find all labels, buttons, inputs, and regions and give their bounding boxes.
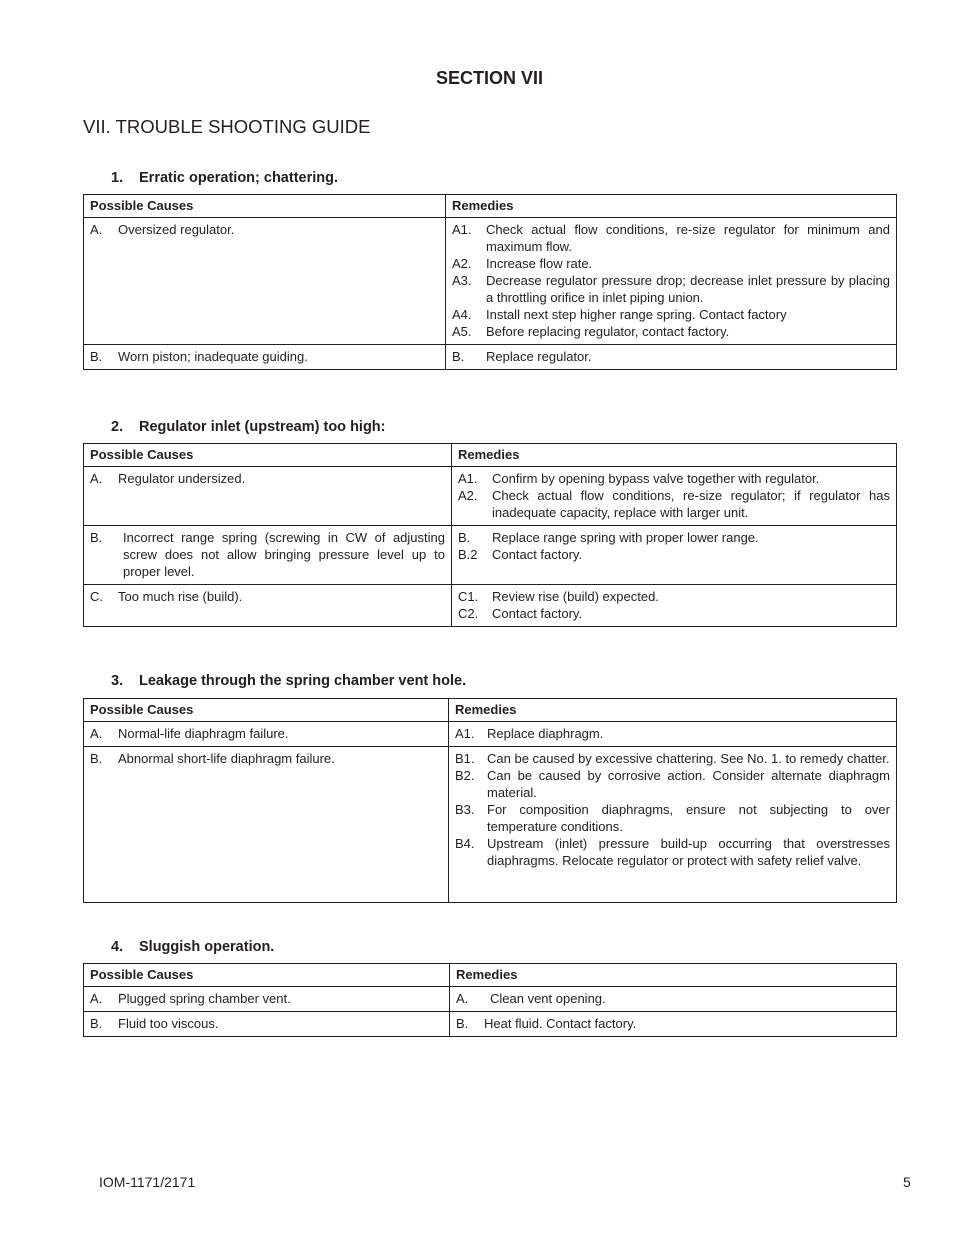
cause-label: B. [90, 349, 103, 364]
remedy-text: Heat fluid. Contact factory. [484, 1016, 637, 1031]
remedy-item [455, 767, 890, 801]
cause-label: B. [90, 1016, 103, 1031]
remedy-item [455, 801, 890, 835]
cause-cell [84, 467, 452, 526]
remedy-item [455, 835, 890, 869]
remedy-item [458, 487, 890, 521]
remedy-text: Review rise (build) expected. [492, 589, 659, 604]
remedy-label: B.2 [458, 547, 478, 562]
table-row [84, 526, 897, 585]
remedy-label: A1. [455, 726, 475, 741]
section-title-text: Leakage through the spring chamber vent hole. [139, 673, 467, 689]
remedies-header: Remedies [450, 964, 897, 987]
troubleshooting-table-1 [83, 194, 897, 370]
cause-text: Fluid too viscous. [118, 1016, 219, 1031]
remedies-header: Remedies [449, 699, 897, 722]
remedies-header: Remedies [452, 444, 897, 467]
remedy-item [456, 1015, 890, 1032]
remedy-item [458, 546, 890, 563]
remedy-label: A5. [452, 324, 472, 339]
cause-cell [84, 218, 446, 345]
remedy-text: Check actual flow conditions, re-size regulator; if regulator has inadequate capacity, replace with larger unit. [492, 488, 890, 520]
section-3-title [111, 673, 466, 689]
remedy-text: Replace diaphragm. [487, 726, 604, 741]
table-row [84, 218, 897, 345]
cause-cell [84, 526, 452, 585]
section-number: 2. [111, 419, 124, 435]
remedy-label: B4. [455, 836, 475, 851]
cause-text: Regulator undersized. [118, 471, 246, 486]
remedy-item [452, 272, 890, 306]
remedy-label: A2. [452, 256, 472, 271]
cause-item [90, 348, 439, 365]
causes-header: Possible Causes [84, 964, 450, 987]
cause-label: A. [90, 991, 103, 1006]
section-title-text: Regulator inlet (upstream) too high: [139, 419, 386, 435]
table-row [84, 1012, 897, 1037]
causes-header: Possible Causes [84, 444, 452, 467]
cause-item [90, 990, 443, 1007]
remedy-item [456, 990, 890, 1007]
section-title-text: Sluggish operation. [139, 939, 275, 955]
remedy-text: Clean vent opening. [490, 991, 606, 1006]
remedy-text: Replace range spring with proper lower range. [492, 530, 759, 545]
section-2-title [111, 419, 386, 435]
page-number: 5 [903, 1174, 911, 1190]
cause-item [90, 221, 439, 238]
table-header-row [84, 444, 897, 467]
remedy-label: B3. [455, 802, 475, 817]
remedy-item [458, 529, 890, 546]
section-4-title [111, 939, 274, 955]
remedy-label: B. [458, 530, 471, 545]
remedy-text: Install next step higher range spring. Contact factory [486, 307, 787, 322]
remedy-cell [452, 467, 897, 526]
cause-label: A. [90, 726, 103, 741]
troubleshooting-table-2 [83, 443, 897, 627]
table-row [84, 467, 897, 526]
causes-header: Possible Causes [84, 699, 449, 722]
remedy-item [452, 306, 890, 323]
remedy-label: A3. [452, 273, 472, 288]
footer-document-number: IOM-1171/2171 [99, 1174, 196, 1190]
remedy-text: Increase flow rate. [486, 256, 593, 271]
remedy-text: Contact factory. [492, 547, 583, 562]
cause-cell [84, 747, 449, 903]
remedy-text: For composition diaphragms, ensure not subjecting to over temperature conditions. [487, 802, 890, 834]
troubleshooting-table-3 [83, 698, 897, 903]
section-1-title [111, 170, 338, 186]
remedy-label: A. [456, 991, 469, 1006]
table-row [84, 722, 897, 747]
troubleshooting-table-4 [83, 963, 897, 1037]
remedy-text: Can be caused by excessive chattering. See No. 1. to remedy chatter. [487, 751, 890, 766]
remedy-cell [450, 1012, 897, 1037]
remedies-header: Remedies [446, 195, 897, 218]
section-heading: SECTION VII [435, 68, 543, 88]
cause-item [90, 529, 445, 580]
remedy-item [452, 323, 890, 340]
remedy-label: B1. [455, 751, 475, 766]
cause-label: B. [90, 751, 103, 766]
cause-item [90, 725, 442, 742]
cause-cell [84, 585, 452, 627]
cause-label: B. [90, 530, 103, 545]
table-header-row [84, 964, 897, 987]
cause-label: A. [90, 471, 103, 486]
remedy-text: Decrease regulator pressure drop; decrease inlet pressure by placing a throttling orifice in inlet piping union. [486, 273, 890, 305]
remedy-item [455, 750, 890, 767]
remedy-label: A1. [458, 471, 478, 486]
cause-text: Oversized regulator. [118, 222, 235, 237]
remedy-text: Check actual flow conditions, re-size regulator for minimum and maximum flow. [486, 222, 890, 254]
table-row [84, 345, 897, 370]
cause-item [90, 750, 442, 767]
remedy-text: Can be caused by corrosive action. Consider alternate diaphragm material. [487, 768, 890, 800]
causes-header: Possible Causes [84, 195, 446, 218]
cause-text: Abnormal short-life diaphragm failure. [118, 751, 335, 766]
cause-item [90, 588, 445, 605]
remedy-cell [449, 747, 897, 903]
cause-text: Worn piston; inadequate guiding. [118, 349, 308, 364]
remedy-cell [452, 526, 897, 585]
remedy-item [452, 348, 890, 365]
remedy-label: A2. [458, 488, 478, 503]
remedy-item [452, 255, 890, 272]
remedy-text: Replace regulator. [486, 349, 592, 364]
cause-cell [84, 1012, 450, 1037]
remedy-cell [449, 722, 897, 747]
table-header-row [84, 699, 897, 722]
cause-item [90, 1015, 443, 1032]
remedy-item [458, 470, 890, 487]
remedy-text: Before replacing regulator, contact factory. [486, 324, 730, 339]
remedy-text: Upstream (inlet) pressure build-up occurring that overstresses diaphragms. Relocate regulator or protect with safety relief valve. [487, 836, 890, 868]
cause-text: Normal-life diaphragm failure. [118, 726, 289, 741]
remedy-label: B. [452, 349, 465, 364]
remedy-label: B2. [455, 768, 475, 783]
cause-cell [84, 722, 449, 747]
remedy-item [458, 605, 890, 622]
remedy-cell [450, 987, 897, 1012]
remedy-text: Contact factory. [492, 606, 583, 621]
cause-cell [84, 987, 450, 1012]
section-number: 3. [111, 673, 124, 689]
table-row [84, 585, 897, 627]
cause-label: C. [90, 589, 103, 604]
remedy-label: C2. [458, 606, 479, 621]
remedy-label: A4. [452, 307, 472, 322]
table-row [84, 747, 897, 903]
guide-title: VII. TROUBLE SHOOTING GUIDE [83, 116, 371, 137]
section-number: 1. [111, 170, 124, 186]
remedy-label: B. [456, 1016, 469, 1031]
remedy-cell [446, 218, 897, 345]
section-number: 4. [111, 939, 124, 955]
remedy-cell [452, 585, 897, 627]
section-title-text: Erratic operation; chattering. [139, 170, 339, 186]
remedy-item [458, 588, 890, 605]
cause-text: Incorrect range spring (screwing in CW of adjusting screw does not allow bringing pressure level up to proper level. [123, 530, 445, 579]
cause-text: Plugged spring chamber vent. [118, 991, 291, 1006]
remedy-label: A1. [452, 222, 472, 237]
remedy-cell [446, 345, 897, 370]
table-header-row [84, 195, 897, 218]
remedy-text: Confirm by opening bypass valve together with regulator. [492, 471, 820, 486]
remedy-label: C1. [458, 589, 479, 604]
table-row [84, 987, 897, 1012]
remedy-item [452, 221, 890, 255]
cause-item [90, 470, 445, 487]
remedy-item [455, 725, 890, 742]
cause-label: A. [90, 222, 103, 237]
cause-text: Too much rise (build). [118, 589, 243, 604]
cause-cell [84, 345, 446, 370]
